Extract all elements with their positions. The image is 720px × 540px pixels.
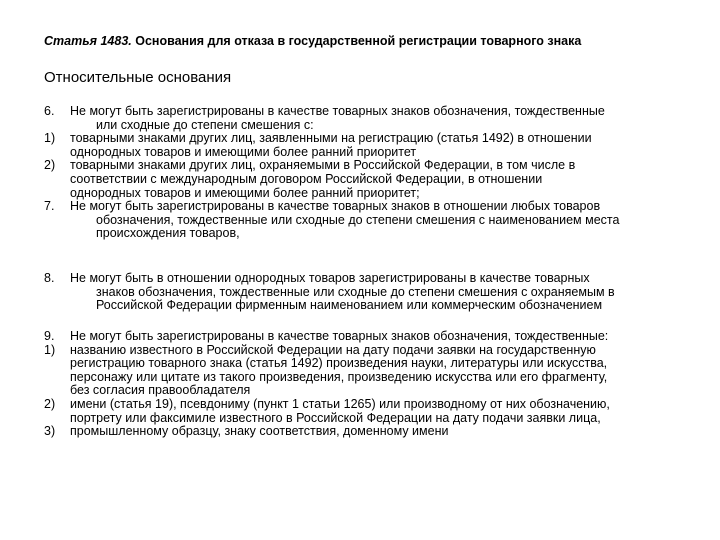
paragraph-7 bbox=[44, 200, 684, 241]
text-line: имени (статья 19), псевдониму (пункт 1 статьи 1265) или производному от них обозначению, bbox=[70, 396, 610, 411]
paragraph-8 bbox=[44, 272, 684, 313]
paragraph-text bbox=[70, 105, 684, 132]
article-number: Статья 1483. bbox=[44, 34, 132, 48]
text-line: регистрацию товарного знака (статья 1492) произведения науки, литературы или искусства, bbox=[70, 356, 608, 371]
subitem-number: 2) bbox=[44, 158, 56, 173]
paragraph-number: 8. bbox=[44, 271, 55, 285]
paragraph-text bbox=[70, 330, 684, 344]
text-line: или сходные до степени смешения с: bbox=[96, 117, 314, 132]
subitem-9-2 bbox=[44, 398, 684, 425]
paragraph-number: 6. bbox=[44, 104, 55, 118]
paragraph-number: 7. bbox=[44, 199, 55, 214]
subitem-number: 1) bbox=[44, 131, 56, 146]
paragraph-group-6-7 bbox=[44, 105, 684, 241]
text-line: Не могут быть зарегистрированы в качестве товарных знаков в отношении любых товаров bbox=[70, 199, 601, 214]
subitem-number: 1) bbox=[44, 342, 56, 357]
text-line: без согласия правообладателя bbox=[70, 383, 251, 398]
text-line: портрету или факсимиле известного в Российской Федерации на дату подачи заявки лица, bbox=[70, 410, 601, 425]
subitem-9-1 bbox=[44, 344, 684, 398]
paragraph-group-9 bbox=[44, 330, 684, 439]
text-line: персонажу или цитате из такого произведения, произведению искусства или его фрагменту, bbox=[70, 369, 608, 384]
article-title bbox=[44, 34, 581, 49]
text-line: Не могут быть зарегистрированы в качестве товарных знаков обозначения, тождественные bbox=[70, 104, 605, 118]
subitem-number: 3) bbox=[44, 424, 56, 439]
text-line: однородных товаров и имеющими более ранний приоритет; bbox=[70, 185, 420, 200]
text-line: названию известного в Российской Федерации на дату подачи заявки на государственную bbox=[70, 342, 596, 357]
paragraph-group-8 bbox=[44, 272, 684, 313]
subitem-text bbox=[70, 159, 684, 200]
text-line: соответствии с международным договором Российской Федерации, в отношении bbox=[70, 171, 543, 186]
text-line: знаков обозначения, тождественные или сходные до степени смешения с охраняемым в bbox=[96, 284, 615, 299]
paragraph-number: 9. bbox=[44, 329, 55, 343]
paragraph-6 bbox=[44, 105, 684, 132]
subitem-6-2 bbox=[44, 159, 684, 200]
paragraph-9 bbox=[44, 330, 684, 344]
text-line: товарными знаками других лиц, заявленными на регистрацию (статья 1492) в отношении bbox=[70, 131, 592, 146]
subitem-6-1 bbox=[44, 132, 684, 159]
text-line: Не могут быть в отношении однородных товаров зарегистрированы в качестве товарных bbox=[70, 271, 590, 285]
subitem-text bbox=[70, 398, 684, 425]
paragraph-text bbox=[70, 200, 684, 241]
subitem-number: 2) bbox=[44, 396, 56, 411]
text-line: товарными знаками других лиц, охраняемыми в Российской Федерации, в том числе в bbox=[70, 158, 576, 173]
text-line: Не могут быть зарегистрированы в качестве товарных знаков обозначения, тождественные: bbox=[70, 329, 609, 343]
subitem-9-3 bbox=[44, 425, 684, 439]
text-line: происхождения товаров, bbox=[96, 226, 240, 241]
section-heading: Относительные основания bbox=[44, 69, 232, 86]
text-line: Российской Федерации фирменным наименованием или коммерческим обозначением bbox=[96, 298, 603, 313]
text-line: обозначения, тождественные или сходные до степени смешения с наименованием места bbox=[96, 212, 620, 227]
subitem-text bbox=[70, 344, 684, 398]
subitem-text bbox=[70, 425, 684, 439]
text-line: промышленному образцу, знаку соответствия, доменному имени bbox=[70, 424, 449, 439]
text-line: однородных товаров и имеющими более ранний приоритет bbox=[70, 144, 417, 159]
paragraph-text bbox=[70, 272, 684, 313]
article-title-text: Основания для отказа в государственной регистрации товарного знака bbox=[131, 34, 582, 48]
subitem-text bbox=[70, 132, 684, 159]
